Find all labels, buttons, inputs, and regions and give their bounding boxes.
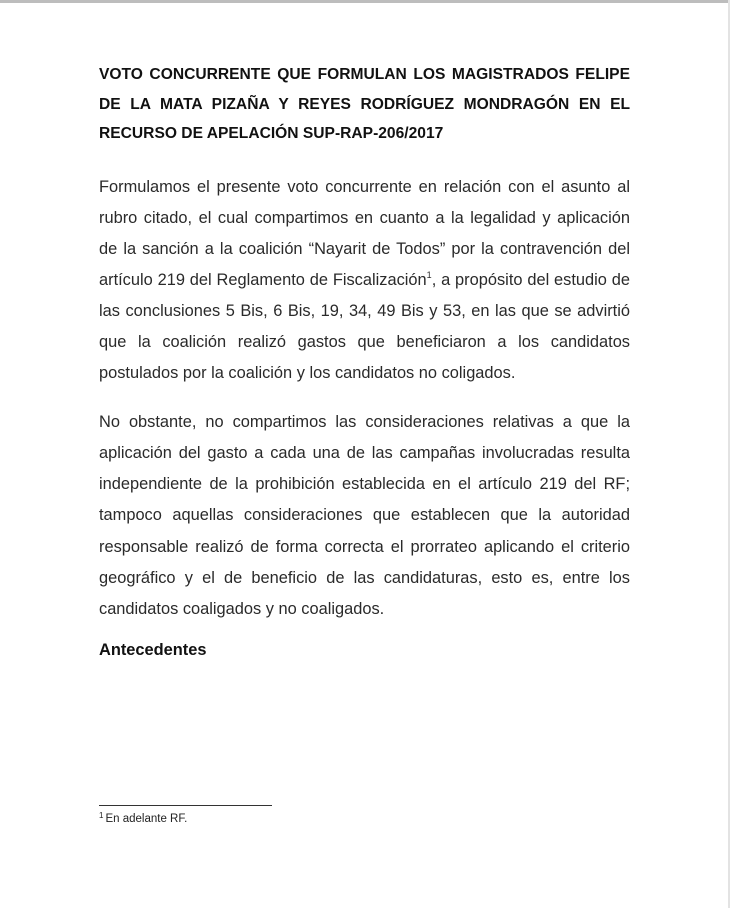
document-title: VOTO CONCURRENTE QUE FORMULAN LOS MAGISTRADOS FELIPE DE LA MATA PIZAÑA Y REYES RODRÍGUEZ MONDRAGÓN EN EL RECURSO DE APELACIÓN SUP-RAP-206/2017 (99, 66, 630, 142)
footnote (99, 813, 187, 825)
paragraph-1-text-b: , a propósito del estudio de las conclusiones 5 Bis, 6 Bis, 19, 34, 49 Bis y 53, en las que se advirtió que la coalición realizó gastos que beneficiaron a los candidatos postulados por la coalición y los candidatos no coligados. (99, 270, 630, 383)
footnote-text: En adelante RF. (105, 813, 188, 825)
footnote-number: 1 (99, 811, 104, 820)
paragraph-1-text-a: Formulamos el presente voto concurrente en relación con el asunto al rubro citado, el cual compartimos en cuanto a la legalidad y aplicación de la sanción a la coalición “Nayarit de Todos” por la contravención del artículo 219 del Reglamento de Fiscalización (99, 177, 630, 289)
paragraph-2: No obstante, no compartimos las consideraciones relativas a que la aplicación del gasto a cada una de las campañas involucradas resulta independiente de la prohibición establecida en el artículo 219 del RF; tampoco aquellas consideraciones que establecen que la autoridad responsable realizó de forma correcta el prorrateo aplicando el criterio geográfico y el de beneficio de las candidaturas, esto es, entre los candidatos coaligados y no coaligados. (99, 413, 630, 618)
page-top-border (0, 0, 730, 3)
section-heading-antecedentes: Antecedentes (99, 640, 207, 659)
footnote-separator (99, 805, 272, 806)
document-page (99, 60, 630, 660)
paragraph-1 (99, 172, 630, 390)
footnote-reference[interactable]: 1 (426, 269, 432, 280)
